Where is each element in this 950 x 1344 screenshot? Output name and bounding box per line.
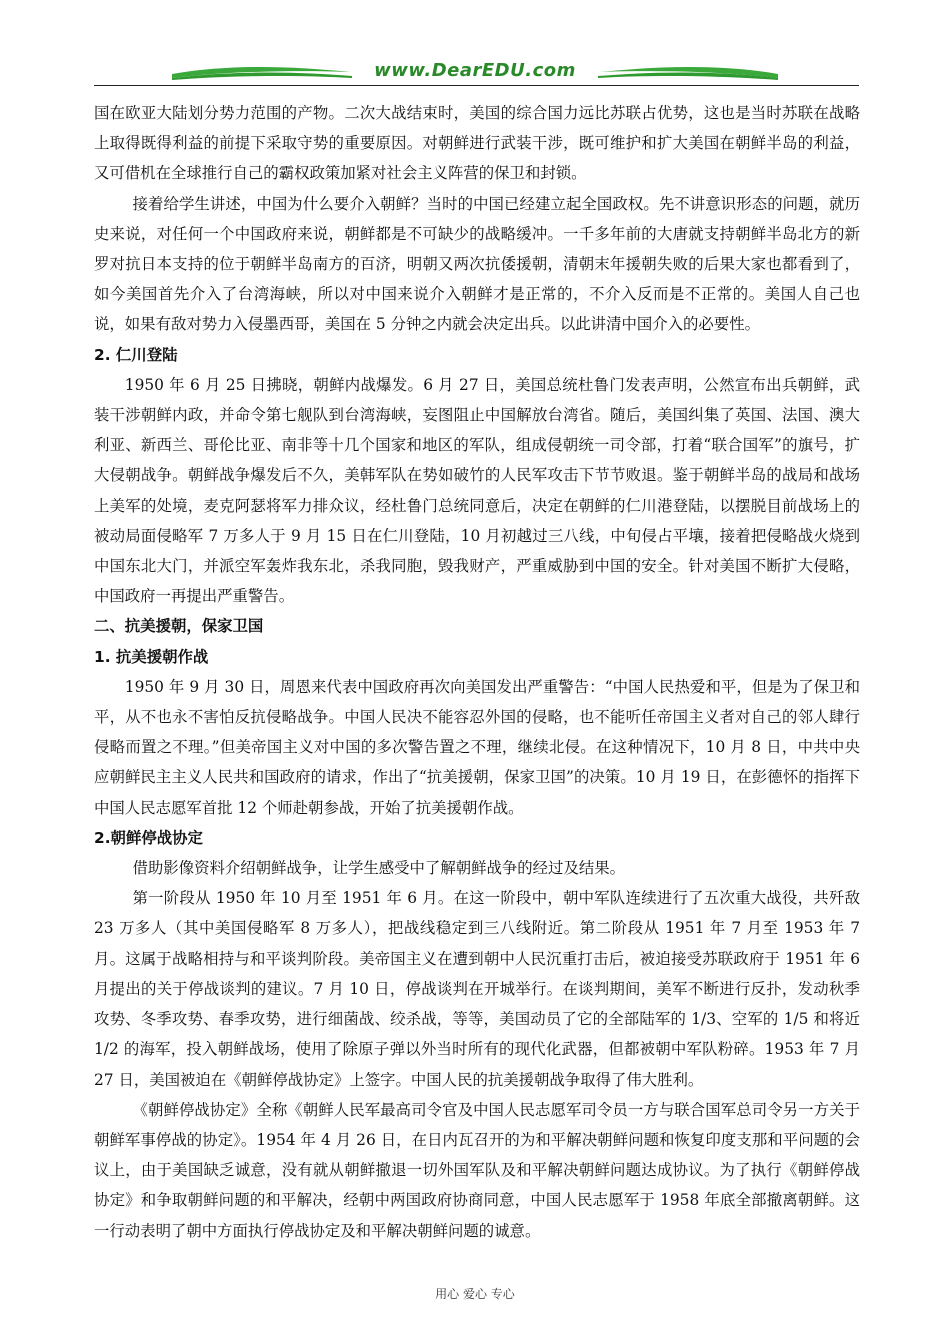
paragraph-incheon: 1950 年 6 月 25 日拂晓，朝鲜内战爆发。6 月 27 日，美国总统杜鲁门发表声明，公然宣布出兵朝鲜，武装干涉朝鲜内政，并命令第七舰队到台湾海峡，妄图阻止中国解放台湾省。随后，美国纠集了英国、法国、澳大利亚、新西兰、哥伦比亚、南非等十几个国家和地区的军队，组成侵朝统一司令部，打着“联合国军”的旗号，扩大侵朝战争。朝鲜战争爆发后不久，美韩军队在势如破竹的人民军攻击下节节败退。鉴于朝鲜半岛的战局和战场上美军的处境，麦克阿瑟将军力排众议，经杜鲁门总统同意后，决定在朝鲜的仁川港登陆，以摆脱目前战场上的被动局面侵略军 7 万多人于 9 月 15 日在仁川登陆，10 月初越过三八线，中旬侵占平壤，接着把侵略战火烧到中国东北大门，并派空军轰炸我东北，杀我同胞，毁我财产，严重威胁到中国的安全。针对美国不断扩大侵略，中国政府一再提出严重警告。: [94, 375, 860, 606]
heading-incheon-landing: 2. 仁川登陆: [94, 345, 178, 364]
section-heading-resist-america: 二、抗美援朝，保家卫国: [94, 617, 264, 636]
heading-armistice: 2.朝鲜停战协定: [94, 828, 203, 847]
heading-war-operations: 1. 抗美援朝作战: [94, 647, 209, 666]
header-rule: [94, 85, 859, 86]
paragraph-war-operations: 1950 年 9 月 30 日，周恩来代表中国政府再次向美国发出严重警告：“中国人民热爱和平，但是为了保卫和平，从不也永不害怕反抗侵略战争。中国人民决不能容忍外国的侵略，也不能听任帝国主义者对自己的邻人肆行侵略而置之不理。”但美帝国主义对中国的多次警告置之不理，继续北侵。在这种情况下，10 月 8 日，中共中央应朝鲜民主主义人民共和国政府的请求，作出了“抗美援朝，保家卫国”的决策。10 月 19 日，在彭德怀的指挥下中国人民志愿军首批 12 个师赴朝参战，开始了抗美援朝作战。: [94, 677, 860, 817]
paragraph-war-stages: 第一阶段从 1950 年 10 月至 1951 年 6 月。在这一阶段中，朝中军队连续进行了五次重大战役，共歼敌 23 万多人（其中美国侵略军 8 万多人），把战线稳定到三八线附近。第二阶段从 1951 年 7 月至 1953 年 7 月。这属于战略相持与和平谈判阶段。美帝国主义在遭到朝中人民沉重打击后，被迫接受苏联政府于 1951 年 6 月提出的关于停战谈判的建议。7 月 10 日，停战谈判在开城举行。在谈判期间，美军不断进行反扑，发动秋季攻势、冬季攻势、春季攻势，进行细菌战、绞杀战，等等，美国动员了它的全部陆军的 1/3、空军的 1/5 和将近 1/2 的海军，投入朝鲜战场，使用了除原子弹以外当时所有的现代化武器，但都被朝中军队粉碎。1953 年 7 月 27 日，美国被迫在《朝鲜停战协定》上签字。中国人民的抗美援朝战争取得了伟大胜利。: [94, 889, 860, 1089]
paragraph-armistice-agreement: 《朝鲜停战协定》全称《朝鲜人民军最高司令官及中国人民志愿军司令员一方与联合国军总司令另一方关于朝鲜军事停战的协定》。1954 年 4 月 26 日，在日内瓦召开的为和平解决朝鲜问题和恢复印度支那和平问题的会议上，由于美国缺乏诚意，没有就从朝鲜撤退一切外国军队及和平解决朝鲜问题达成协议。为了执行《朝鲜停战协定》和争取朝鲜问题的和平解决，经朝中两国政府协商同意，中国人民志愿军于 1958 年底全部撤离朝鲜。这一行动表明了朝中方面执行停战协定及和平解决朝鲜问题的诚意。: [94, 1100, 860, 1240]
site-logo-text: www.DearEDU.com: [374, 60, 576, 81]
paragraph-why-china: 接着给学生讲述，中国为什么要介入朝鲜？当时的中国已经建立起全国政权。先不讲意识形态的问题，就历史来说，对任何一个中国政府来说，朝鲜都是不可缺少的战略缓冲。一千多年前的大唐就支持朝鲜半岛北方的新罗对抗日本支持的位于朝鲜半岛南方的百济，明朝又两次抗倭援朝，清朝末年援朝失败的后果大家也都看到了，如今美国首先介入了台湾海峡，所以对中国来说介入朝鲜才是正常的，不介入反而是不正常的。美国人自己也说，如果有敌对势力入侵墨西哥，美国在 5 分钟之内就会决定出兵。以此讲清中国介入的必要性。: [94, 194, 860, 334]
paragraph-continued: 国在欧亚大陆划分势力范围的产物。二次大战结束时，美国的综合国力远比苏联占优势，这也是当时苏联在战略上取得既得利益的前提下采取守势的重要原因。对朝鲜进行武装干涉，既可维护和扩大美国在朝鲜半岛的利益，又可借机在全球推行自己的霸权政策加紧对社会主义阵营的保卫和封锁。: [94, 104, 860, 183]
document-body: [94, 98, 860, 1246]
paragraph-video-intro: 借助影像资料介绍朝鲜战争，让学生感受中了解朝鲜战争的经过及结果。: [132, 859, 626, 878]
page-footer: 用心 爱心 专心: [435, 1287, 515, 1301]
page-header: [0, 58, 950, 94]
